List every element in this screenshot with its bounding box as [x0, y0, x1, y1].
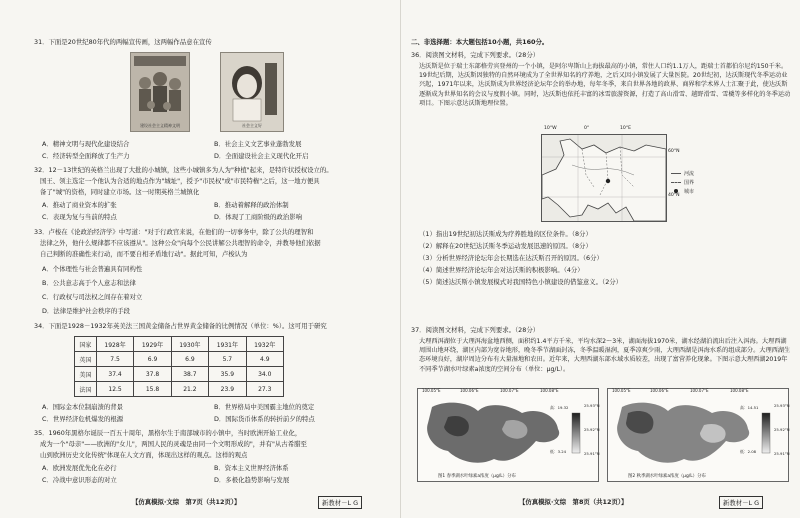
legend-item-river	[671, 170, 694, 179]
q35-stem-line-2: 成为一个"母亲"——欧洲的"女儿"，两国人民的灵魂是由同一个文明形成的"，并有"从古希腊至	[40, 440, 307, 448]
q31-option-d[interactable]: D．全面建设社会主义现代化开启	[214, 152, 309, 160]
autumn-lake-illustration	[608, 395, 788, 475]
europe-map-illustration	[542, 135, 666, 221]
q35-option-b[interactable]: B．资本主义世界经济体系	[214, 464, 289, 472]
poster-2-illustration	[221, 53, 283, 131]
table-row	[75, 382, 284, 397]
table-cell: 15.8	[134, 382, 171, 397]
q36-subquestion-1: （1）指出19世纪初达沃斯成为疗养胜地的区位条件。（8分）	[419, 230, 592, 238]
coord-label: 25.93°N	[774, 403, 790, 408]
map-lat-label-top: 60°N	[668, 149, 680, 154]
coord-label: 25.92°N	[774, 427, 790, 432]
table-header-cell: 1929年	[134, 337, 171, 352]
coord-label: 100.06°E	[650, 388, 669, 393]
table-cell: 4.9	[246, 352, 283, 367]
q36-subquestion-4: （4）简述世界经济论坛年会对达沃斯的积极影响。（4分）	[419, 266, 584, 274]
q36-stem: 36．阅读图文材料，完成下列要求。（28分）	[411, 51, 540, 59]
table-cell: 5.7	[209, 352, 246, 367]
q32-option-c[interactable]: C．表现为复与当前的特点	[42, 213, 117, 221]
q35-stem-line-1: 35．1960年黑格尔诞辰一百五十周年，黑格尔生于南部城市的小镇中，当时欧洲开始工业化，	[34, 429, 302, 437]
map-lon-label-left: 10°W	[544, 126, 557, 131]
map-legend	[671, 170, 694, 197]
propaganda-poster-2	[220, 52, 284, 132]
table-cell: 23.9	[209, 382, 246, 397]
q33-option-a[interactable]: A．个体理性与社会普遍具有同构性	[42, 265, 143, 273]
table-cell: 34.0	[246, 367, 283, 382]
q36-subquestion-2: （2）解释在20世纪达沃斯冬季运动发展迅速的原因。（8分）	[419, 242, 592, 250]
davos-location-map	[541, 126, 680, 222]
q36-subquestion-3: （3）分析世界经济论坛年会长期选在达沃斯召开的原因。（6分）	[419, 254, 603, 262]
coord-label: 100.06°E	[460, 388, 479, 393]
q31-stem: 31．下面是20世纪80年代的两幅宣传画，这两幅作品意在宣传	[34, 38, 212, 46]
coord-label: 100.08°E	[730, 388, 749, 393]
table-cell: 27.3	[246, 382, 283, 397]
q34-option-c[interactable]: C．世界经济危机爆发的根源	[42, 415, 124, 423]
map-1-caption: 图1 春季湖水叶绿素a浓度（μg/L）分布	[438, 474, 516, 479]
coord-label: 25.93°N	[584, 403, 600, 408]
legend-high: 高：19.32	[550, 405, 569, 410]
table-cell: 7.5	[96, 352, 133, 367]
poster-2-caption: 社会主义好	[242, 123, 262, 128]
table-cell: 37.8	[134, 367, 171, 382]
legend-high: 高：14.51	[740, 405, 759, 410]
q33-option-d[interactable]: D．法律是维护社会秩序的手段	[42, 307, 130, 315]
q32-option-d[interactable]: D．体现了工商阶级的政治影响	[214, 213, 302, 221]
q33-stem-line-1: 33．卢梭在《论政治经济学》中写道："对于行政官来说，在他们的一切事务中，除了公共的理智和	[34, 228, 314, 236]
table-header-row	[75, 337, 284, 352]
legend-low: 低：3.24	[550, 449, 567, 454]
table-header-cell: 1930年	[171, 337, 208, 352]
table-header-cell: 1931年	[209, 337, 246, 352]
q34-option-b[interactable]: B．世界格局中美国霸主地位的奠定	[214, 403, 315, 411]
q35-option-c[interactable]: C．冷战中意识形态的对立	[42, 476, 117, 484]
q34-option-d[interactable]: D．国际货币体系的转折前夕的特点	[214, 415, 315, 423]
table-cell: 37.4	[96, 367, 133, 382]
q35-stem-line-3: 山到欧洲历史文化传统"体现在人文方面，体现出这样的观点。这样的观点	[40, 451, 248, 459]
table-cell: 12.5	[96, 382, 133, 397]
q35-option-d[interactable]: D．多极化趋势影响与发展	[214, 476, 290, 484]
poster-1-illustration	[131, 53, 189, 131]
q33-stem-line-3: 自己判断的准确性来行动，而不要自相矛盾地行动"。据此可知，卢梭认为	[40, 250, 248, 258]
poster-1-caption: 建设社会主义精神文明	[140, 123, 180, 128]
map-2-caption: 图2 秋季湖水叶绿素a浓度（μg/L）分布	[628, 474, 706, 479]
right-page	[400, 0, 800, 518]
legend-low: 低：2.08	[740, 449, 757, 454]
right-edition-badge: 新教材－L G	[719, 496, 763, 509]
table-header-cell: 1928年	[96, 337, 133, 352]
table-cell: 21.2	[171, 382, 208, 397]
q36-material: 达沃斯是位于瑞士东部格劳宾登州的一个小镇，是阿尔卑斯山上海拔最高的小镇，常住人口约1.1万人，距瑞士首都伯尔尼约150千米。19世纪后期，达沃斯因独特的自然环境成为了全世界知名的疗养地，之后又因小镇发展了大量医院。20世纪初，达沃斯现代冬季运动业兴起，1971年以来，达沃斯成为世界经济论坛年会的举办地，每年冬季，来自世界各地的政界、商界和学术界人士汇聚于此，使达沃斯逐渐成为世界知名的会议与度假小镇。同时，达沃斯也依托丰富的冰雪旅游资源，打造了高山滑雪、越野滑雪、雪橇等多样化的冬季运动项目。下图示意达沃斯地理位置。	[419, 63, 791, 107]
legend-label: 河流	[684, 171, 695, 177]
q34-option-a[interactable]: A．国际金本位制崩溃的背景	[42, 403, 124, 411]
table-cell: 38.7	[171, 367, 208, 382]
table-cell: 6.9	[171, 352, 208, 367]
left-page-footer: 【仿真模拟·文综 第7页（共12页）】	[132, 498, 241, 506]
left-edition-badge: 新教材－L G	[318, 496, 362, 509]
q33-stem-line-2: 法律之外，他什么规律都不应该遵从"。这种公众"向每个公民讲解公共理智的命令，并教导他们依据	[40, 239, 321, 247]
q31-option-c[interactable]: C．经济转型全面释放了生产力	[42, 152, 130, 160]
coord-label: 100.07°E	[690, 388, 709, 393]
q36-subquestion-5: （5）简述达沃斯小镇发展模式对我国特色小镇建设的借鉴意义。（2分）	[419, 278, 623, 286]
coord-label: 100.05°E	[612, 388, 631, 393]
legend-label: 国界	[684, 180, 695, 186]
propaganda-poster-1	[130, 52, 190, 132]
legend-label: 城市	[684, 189, 695, 195]
q31-option-a[interactable]: A．精神文明与现代化建设结合	[42, 140, 130, 148]
right-page-footer: 【仿真模拟·文综 第8页（共12页）】	[519, 498, 628, 506]
q32-stem-line-1: 32．12－13世纪的英格兰出现了大批的小城镇，这些小城镇多为人为"种植"起来，是特许状授权设立的。	[34, 166, 333, 174]
coord-label: 100.05°E	[422, 388, 441, 393]
spring-lake-illustration	[418, 395, 598, 475]
table-cell: 美国	[75, 367, 97, 382]
q35-option-a[interactable]: A．欧洲发展优先化在必行	[42, 464, 117, 472]
coord-label: 25.91°N	[774, 451, 790, 456]
q33-option-b[interactable]: B．公共意志高于个人意志和法律	[42, 279, 136, 287]
legend-item-city	[671, 188, 694, 197]
chlorophyll-map-autumn	[607, 388, 789, 482]
map-lon-label-right: 10°E	[620, 126, 632, 131]
map-lon-label-mid: 0°	[584, 126, 590, 131]
table-cell: 35.9	[209, 367, 246, 382]
q33-option-c[interactable]: C．行政权与司法权之间存在着对立	[42, 293, 143, 301]
q37-material: 大理西洱湖位于大理洱海盆地西侧，面积约1.4平方千米，平均水深2～3米，湖面海拔1970米，湖水经湖泊流出后注入洱海。大理西湖周围山地环绕，湖区内部为宽谷地形，晚冬季节湖面封冻，冬季温暖湿润，夏季凉爽少雨，大理西湖是洱海水系的组成部分。大理西湖生态环境良好，湖岸周边分布有大量湿地和农田。近年来，大理西湖东部水域水质较差，出现了富营养化现象。下图示意大理西湖2019年不同季节湖水叶绿素a浓度的空间分布（单位：μg/L）。	[419, 338, 791, 373]
q32-stem-line-3: 备了"城"的资格，同时建立市场。这一时期英格兰城镇化	[40, 188, 200, 196]
table-row	[75, 367, 284, 382]
q31-option-b[interactable]: B．社会主义文艺事业蓬勃发展	[214, 140, 302, 148]
q34-stem: 34．下面是1928－1932年英美法三国黄金储备占世界黄金储备的比例情况（单位：%）。这可用于研究	[34, 322, 327, 330]
coord-label: 100.07°E	[500, 388, 519, 393]
table-cell: 法国	[75, 382, 97, 397]
q32-option-b[interactable]: B．推动着解释的政治体制	[214, 201, 289, 209]
chlorophyll-map-spring	[417, 388, 599, 482]
legend-item-border	[671, 179, 694, 188]
coord-label: 100.08°E	[540, 388, 559, 393]
table-cell: 6.9	[134, 352, 171, 367]
table-row	[75, 352, 284, 367]
table-header-cell: 1932年	[246, 337, 283, 352]
coord-label: 25.92°N	[584, 427, 600, 432]
table-cell: 英国	[75, 352, 97, 367]
coord-label: 25.91°N	[584, 451, 600, 456]
gold-reserve-table	[74, 336, 284, 397]
q32-option-a[interactable]: A．推动了商业资本的扩张	[42, 201, 117, 209]
q32-stem-line-2: 国王、领主选定一个他认为合适的地点作为"城址"，授予"市民权"或"市民特権"之后，这一地方便具	[40, 177, 320, 185]
section-heading: 二、非选择题：本大题包括10小题，共160分。	[411, 38, 549, 46]
table-header-cell: 国家	[75, 337, 97, 352]
q37-stem: 37．阅读图文材料，完成下列要求。（28分）	[411, 326, 540, 334]
map-lat-label-bottom: 40°N	[668, 193, 680, 198]
